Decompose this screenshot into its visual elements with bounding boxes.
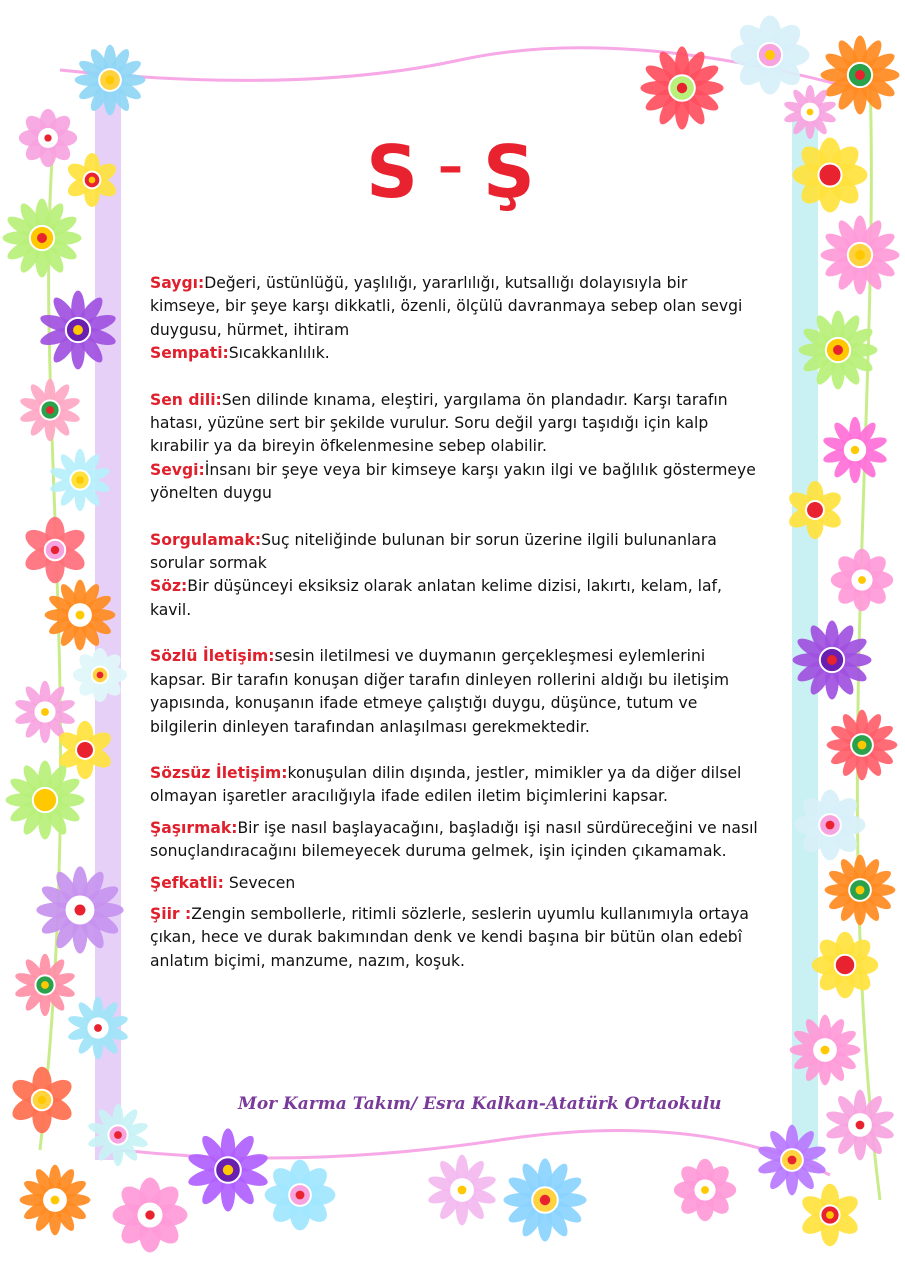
- flower-icon: [19, 379, 82, 441]
- entry-definition: Bir işe nasıl başlayacağını, başladığı işi nasıl sürdüreceğini ve nasıl sonuçlandıracağını bilemeyecek duruma gelmek, işin içinden çıkamamak.: [150, 818, 758, 861]
- flower-icon: [426, 1155, 497, 1226]
- flower-icon: [8, 1067, 75, 1134]
- entry-definition: Bir düşünceyi eksiksiz olarak anlatan kelime dizisi, lakırtı, kelam, laf, kavil.: [150, 577, 722, 619]
- entry-definition: Değeri, üstünlüğü, yaşlılığı, yararlılığı, kutsallığı dolayısıyla bir kimseye, bir şeye karşı dikkatli, özenli, ölçülü davranmaya sebep olan sevgi duygusu, hürmet, ihtiram: [150, 274, 743, 339]
- flower-icon: [75, 45, 146, 116]
- flower-icon: [820, 215, 899, 294]
- flower-icon: [73, 648, 127, 702]
- flower-icon: [186, 1128, 270, 1211]
- entry-definition: Zengin sembollerle, ritimli sözlerle, seslerin uyumlu kullanımıyla ortaya çıkan, hece ve durak bakımından denk ve kendi başına bir bütün olan edebî anlatım biçimi, manzume, nazım, koşuk.: [150, 904, 749, 970]
- flower-icon: [503, 1158, 586, 1241]
- flower-icon: [812, 932, 879, 999]
- flower-icon: [795, 790, 866, 861]
- entry-sefkatli: [150, 872, 760, 895]
- flower-icon: [113, 1178, 188, 1253]
- entry-term: Şiir :: [150, 904, 192, 923]
- entry-term: Sorgulamak:: [150, 530, 262, 549]
- entry-saygi: [150, 272, 760, 342]
- flower-icon: [20, 1165, 91, 1236]
- entry-sevgi: [150, 459, 760, 506]
- entry-term: Sempati:: [150, 344, 229, 363]
- entry-term: Sen dili:: [150, 390, 222, 409]
- entry-definition: İnsanı bir şeye veya bir kimseye karşı yakın ilgi ve bağlılık göstermeye yönelten duygu: [150, 460, 756, 503]
- title-letter-s: S: [366, 130, 422, 214]
- page-title: [0, 130, 905, 214]
- entry-siir: [150, 903, 760, 973]
- entry-sozsuz-iletisim: [150, 762, 760, 809]
- flower-icon: [674, 1159, 736, 1221]
- entry-definition: Suç niteliğinde bulunan bir sorun üzerine ilgili bulunanlara sorular sormak: [150, 530, 717, 573]
- flower-icon: [831, 549, 893, 611]
- entry-sen-dili: [150, 389, 760, 459]
- entry-term: Saygı:: [150, 274, 205, 292]
- flower-icon: [827, 710, 898, 781]
- entry-term: Sözlü İletişim:: [150, 647, 275, 666]
- entry-term: Söz:: [150, 577, 188, 596]
- flower-icon: [14, 954, 77, 1016]
- entry-definition: Sevecen: [223, 873, 296, 892]
- entry-sasirmak: [150, 817, 760, 864]
- entry-sozlu-iletisim: [150, 645, 760, 739]
- flower-icon: [730, 15, 809, 94]
- entry-definition: sesin iletilmesi ve duymanın gerçekleşmesi eylemlerini kapsar. Bir tarafın konuşan diğer tarafın dinleyen rollerini aldığı bu iletişim yapısında, konuşanın ifade etmeye çalıştığı duygu, düşünce, tutum ve bilgilerin dinleyen tarafından anlaşılması gerekmektedir.: [150, 647, 730, 736]
- flower-icon: [798, 1184, 861, 1246]
- entry-definition: Sıcakkanlılık.: [228, 344, 330, 363]
- flower-icon: [21, 517, 88, 584]
- flower-icon: [5, 760, 84, 839]
- title-letter-sh: Ş: [483, 130, 539, 214]
- flower-icon: [822, 417, 889, 484]
- title-separator: –: [438, 137, 467, 195]
- entry-sorgulamak: [150, 529, 760, 576]
- glossary-body: [150, 272, 760, 973]
- flower-icon: [824, 1090, 895, 1161]
- entry-definition: konuşulan dilin dışında, jestler, mimikler ya da diğer dilsel olmayan işaretler aracılığıyla ifade edilen iletim biçimlerini kapsar.: [150, 763, 742, 806]
- entry-term: Sevgi:: [150, 460, 205, 479]
- flower-icon: [265, 1160, 336, 1231]
- flower-icon: [825, 855, 896, 926]
- entry-soz: [150, 575, 760, 622]
- entry-term: Şefkatli:: [150, 873, 224, 892]
- entry-term: Sözsüz İletişim:: [150, 763, 288, 782]
- footer-credit: Mor Karma Takım/ Esra Kalkan-Atatürk Ortaokulu: [238, 1094, 722, 1114]
- entry-sempati: [150, 342, 760, 365]
- entry-definition: Sen dilinde kınama, eleştiri, yargılama ön plandadır. Karşı tarafın hatası, yüzüne sert bir şekilde vurulur. Soru değil yargı taşıdığı için kalp kırabilir ya da bireyin öfkelenmesine sebep olabilir.: [150, 390, 728, 456]
- entry-term: Şaşırmak:: [150, 818, 238, 837]
